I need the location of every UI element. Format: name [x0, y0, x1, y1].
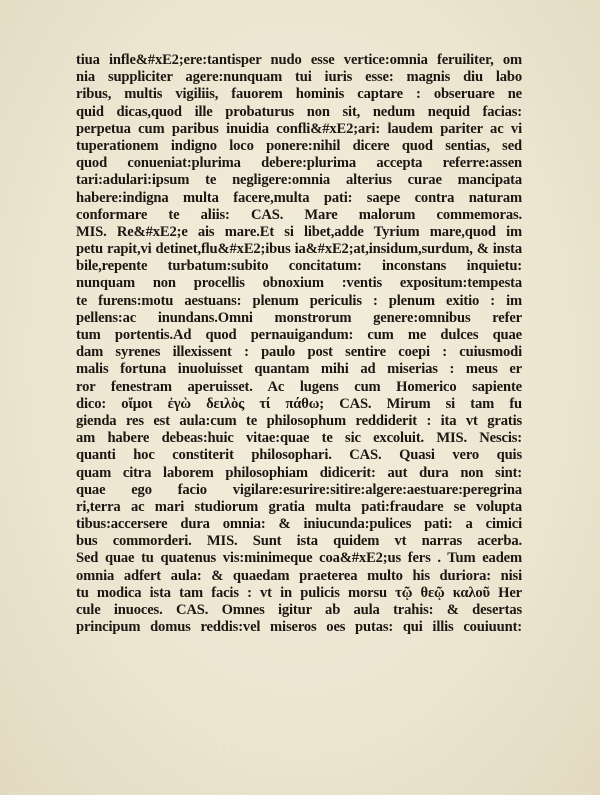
text-line: ribus, multis vigiliis, fauorem hominis captare : obseruare ne — [76, 86, 522, 103]
text-line: gienda res est aula:cum te philosophum reddiderit : ita vt gratis — [76, 412, 522, 429]
text-line: tari:adulari:ipsum te negligere:omnia alterius curae mancipata — [76, 172, 522, 189]
text-line: quod conueniat:plurima debere:plurima accepta referre:assen — [76, 155, 522, 172]
text-line: dam syrenes illexissent : paulo post sentire coepi : cuiusmodi — [76, 344, 522, 361]
text-line: nia suppliciter agere:nunquam tui iuris esse: magnis diu labo — [76, 69, 522, 86]
text-line: quam citra laborem philosophiam didicerit: aut dura non sint: — [76, 464, 522, 481]
text-line: cule inuoces. CAS. Omnes igitur ab aula trahis: & desertas — [76, 602, 522, 618]
text-line: te furens:motu aestuans: plenum periculis : plenum exitio : im — [76, 292, 522, 309]
text-block — [76, 52, 522, 636]
text-line: petu rapit,vi detinet,flu&#xE2;ibus ia&#xE2;at,insidum,surdum, & insta — [76, 241, 522, 258]
text-line: tibus:accersere dura omnia: & iniucunda:pulices pati: a cimici — [76, 516, 522, 533]
text-line: omnia adfert aula: & quaedam praeterea multo his duriora: nisi — [76, 567, 522, 584]
text-line: pellens:ac inundans.Omni monstrorum genere:omnibus refer — [76, 309, 522, 326]
text-line: am habere debeas:huic vitae:quae te sic excoluit. MIS. Nescis: — [76, 430, 522, 447]
text-line: habere:indigna multa facere,multa pati: saepe contra naturam — [76, 189, 522, 206]
text-line: Sed quae tu quatenus vis:minimeque coa&#xE2;us fers . Tum eadem — [76, 550, 522, 567]
text-line: quid dicas,quod ille probaturus non sit, nedum nequid facias: — [76, 103, 522, 120]
text-line: conformare te aliis: CAS. Mare malorum commemoras. — [76, 206, 522, 223]
footer-mark: · · · — [216, 742, 233, 751]
text-line: bile,repente turbatum:subito concitatum: inconstans inquietu: — [76, 258, 522, 275]
text-line: ror fenestram aperuisset. Ac lugens cum Homerico sapiente — [76, 378, 522, 395]
text-line: quae ego facio vigilare:esurire:sitire:algere:aestuare:peregrina — [76, 481, 522, 498]
text-line: principum domus reddis:vel miseros oes putas: qui illis couiuunt: — [76, 619, 522, 636]
text-line: tum portentis.Ad quod pernauigandum: cum me dulces quae — [76, 327, 522, 343]
text-line: ri,terra ac mari studiorum gratia multa pati:fraudare se volupta — [76, 498, 522, 515]
text-line: tuperationem indigno loco ponere:nihil dicere quod sentias, sed — [76, 137, 522, 154]
text-line: MIS. Re&#xE2;e ais mare.Et si libet,adde Tyrium mare,quod im — [76, 223, 522, 240]
text-line: bus commorderi. MIS. Sunt ista quidem vt narras acerba. — [76, 533, 522, 550]
text-line: malis fortuna inuoluisset quantam mihi ad miserias : meus er — [76, 361, 522, 378]
text-line: dico: οἴμοι ἐγὼ δειλὸς τί πάθω; CAS. Mirum si tam fu — [76, 395, 522, 412]
text-line: nunquam non procellis obnoxium :ventis expositum:tempesta — [76, 275, 522, 292]
text-line: tu modica ista tam facis : vt in pulicis morsu τῷ θεῷ καλοῦ Her — [76, 584, 522, 601]
text-line: perpetua cum paribus inuidia confli&#xE2;ari: laudem pariter ac vi — [76, 120, 522, 137]
text-line: quanti hoc constiterit philosophari. CAS. Quasi vero quis — [76, 447, 522, 464]
text-line: tiua infle&#xE2;ere:tantisper nudo esse vertice:omnia feruiliter, om — [76, 52, 522, 68]
